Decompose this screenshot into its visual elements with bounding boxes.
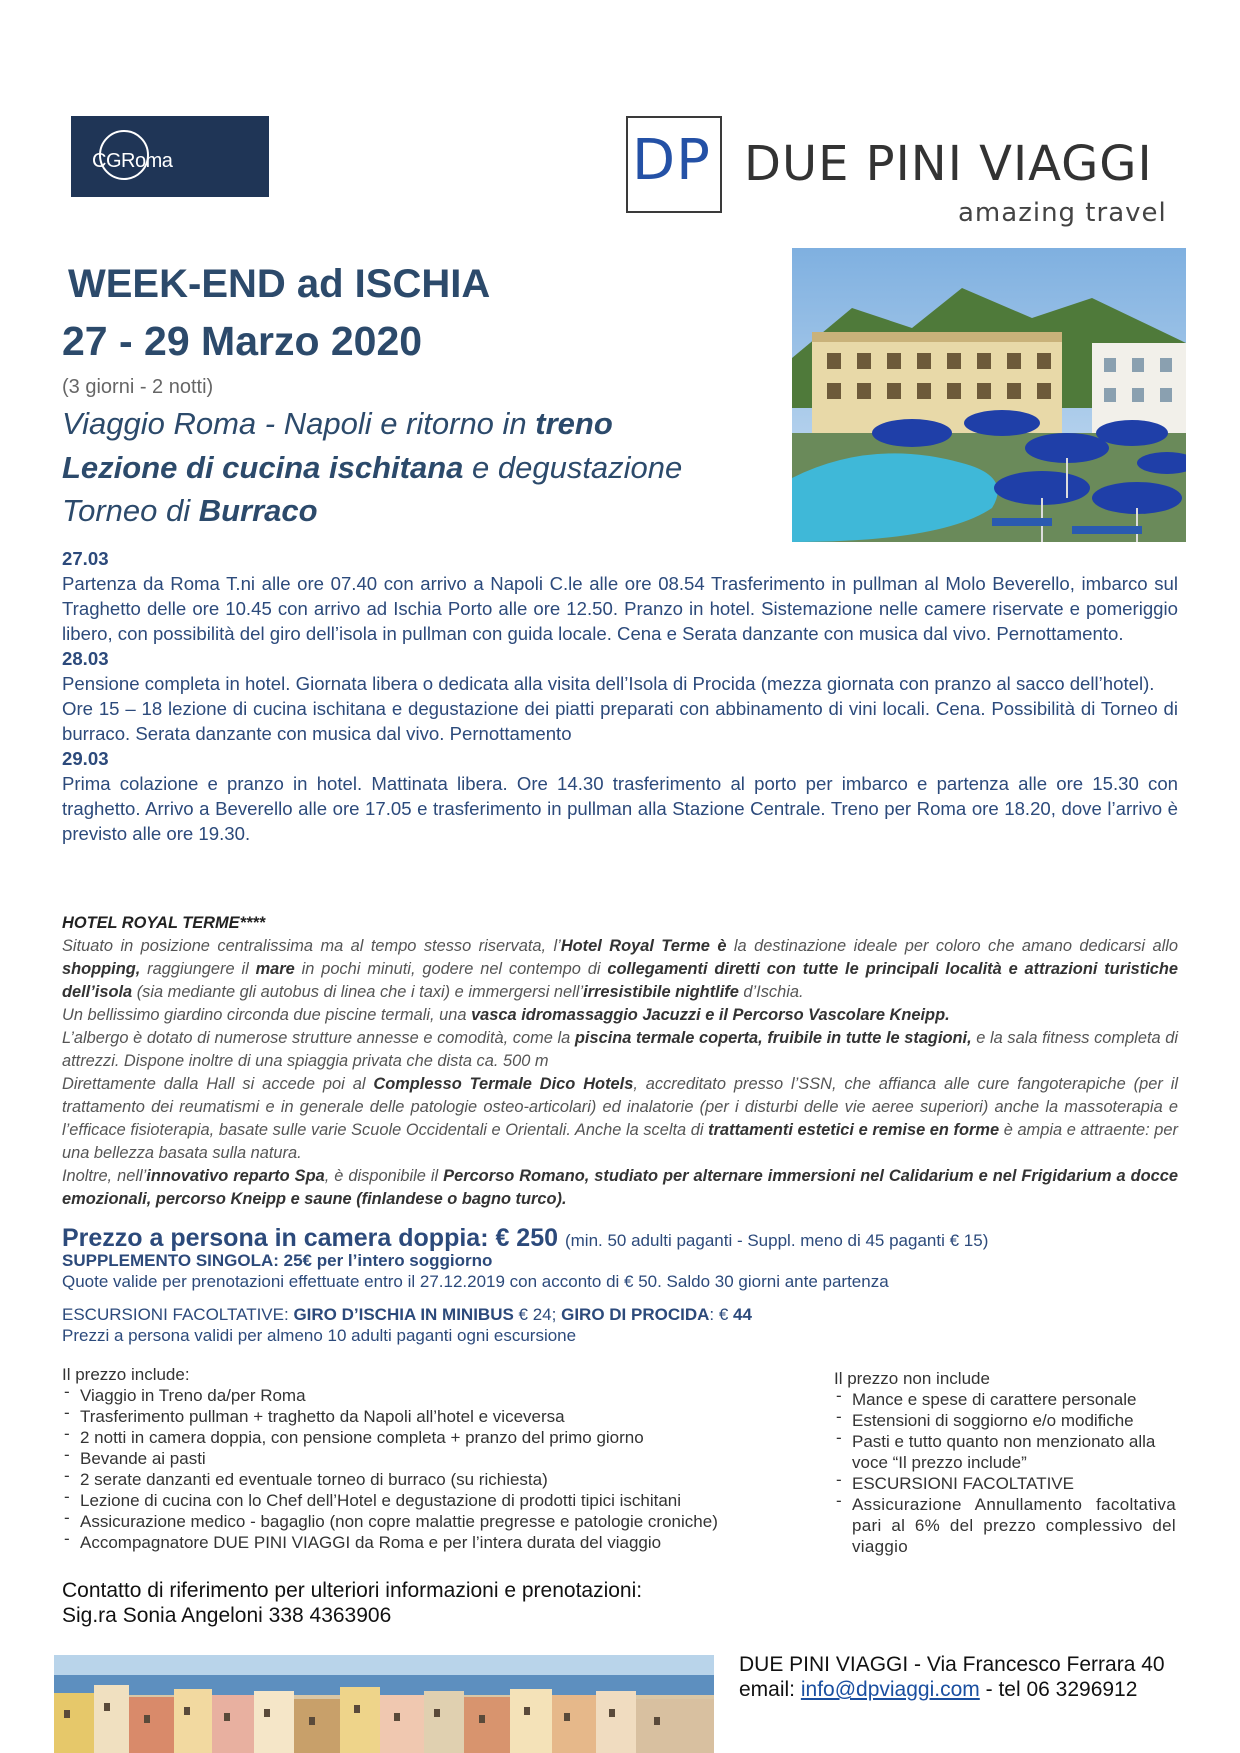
hotel-paragraph-5: Inoltre, nell’innovativo reparto Spa, è disponibile il Percorso Romano, studiato per alternare immersioni nel Calidarium e nel Frigidarium a docce emozionali, percorso Kneipp e saune (finlandese o bagno turco). (62, 1167, 1178, 1208)
hotel-paragraph-2: Un bellissimo giardino circonda due piscine termali, una vasca idromassaggio Jacuzzi e il Percorso Vascolare Kneipp. (62, 1006, 950, 1024)
hotel-description (62, 912, 1178, 1211)
price-validity: Quote valide per prenotazioni effettuate entro il 27.12.2019 con acconto di € 50. Saldo 30 giorni ante partenza (62, 1272, 889, 1291)
excludes-item: - Assicurazione Annullamento facoltativa pari al 6% del prezzo complessivo del viaggio (834, 1494, 1176, 1557)
excursions-note: Prezzi a persona validi per almeno 10 adulti paganti ogni escursione (62, 1326, 577, 1345)
itinerary-day-2-text-a: Pensione completa in hotel. Giornata libera o dedicata alla visita dell’Isola di Procida (mezza giornata con pranzo al sacco dell’hotel). (62, 673, 1155, 694)
price-excludes (834, 1368, 1176, 1557)
single-supplement: SUPPLEMENTO SINGOLA: 25€ per l’intero soggiorno (62, 1251, 493, 1270)
excludes-item: - ESCURSIONI FACOLTATIVE (834, 1473, 1176, 1494)
price-includes (62, 1364, 718, 1553)
page-title: WEEK-END ad ISCHIA (68, 262, 491, 306)
price-main: Prezzo a persona in camera doppia: € 250 (min. 50 adulti paganti - Suppl. meno di 45 paganti € 15) (62, 1224, 989, 1252)
includes-item: - 2 serate danzanti ed eventuale torneo di burraco (su richiesta) (62, 1469, 718, 1490)
hotel-paragraph-1: Situato in posizione centralissima ma al tempo stesso riservata, l’Hotel Royal Terme è la destinazione ideale per coloro che amano dedicarsi allo shopping, raggiungere il mare in pochi minuti, godere nel contempo di collegamenti diretti con tutte le principali località e attrazioni turistiche dell’isola (sia mediante gli autobus di linea che i taxi) e immergersi nell’irresistibile nightlife d’Ischia. (62, 937, 1178, 1001)
trip-dates: 27 - 29 Marzo 2020 (62, 318, 423, 364)
dp-logo-letters: DP (632, 128, 711, 193)
cgroma-logo-text: CGRoma (92, 150, 173, 172)
procida-photo (54, 1655, 714, 1753)
dp-logo-tagline: amazing travel (958, 198, 1167, 228)
email-link[interactable]: info@dpviaggi.com (800, 1678, 980, 1701)
includes-item: - Accompagnatore DUE PINI VIAGGI da Roma e per l’intera durata del viaggio (62, 1532, 718, 1553)
contact-line-1: Contatto di riferimento per ulteriori informazioni e prenotazioni: (62, 1579, 643, 1602)
hotel-photo (792, 248, 1186, 542)
excludes-title: Il prezzo non include (834, 1369, 990, 1388)
hotel-paragraph-3: L’albergo è dotato di numerose strutture annesse e comodità, come la piscina termale coperta, fruibile in tutte le stagioni, e la sala fitness completa di attrezzi. Dispone inoltre di una spiaggia privata che dista ca. 500 m (62, 1029, 1178, 1070)
excludes-item: - Pasti e tutto quanto non menzionato alla voce “Il prezzo include” (834, 1431, 1176, 1473)
itinerary-day-2-text-b: Ore 15 – 18 lezione di cucina ischitana e degustazione dei piatti preparati con abbinamento di vini locali. Cena. Possibilità di Torneo di burraco. Serata danzante con musica dal vivo. Pernottamento (62, 698, 1178, 744)
hotel-title: HOTEL ROYAL TERME**** (62, 914, 266, 932)
itinerary-day-1-label: 27.03 (62, 548, 109, 569)
itinerary-day-1-text: Partenza da Roma T.ni alle ore 07.40 con arrivo a Napoli C.le alle ore 08.54 Trasferimento in pullman al Molo Beverello, imbarco sul Traghetto delle ore 10.45 con arrivo ad Ischia Porto alle ore 12.50. Pranzo in hotel. Sistemazione nelle camere riservate e pomeriggio libero, con possibilità del giro dell’isola in pullman con guida locale. Cena e Serata danzante con musica dal vivo. Pernottamento. (62, 573, 1178, 644)
includes-title: Il prezzo include: (62, 1365, 190, 1384)
contact-line-2: Sig.ra Sonia Angeloni 338 4363906 (62, 1604, 392, 1627)
includes-item: - Lezione di cucina con lo Chef dell’Hotel e degustazione di prodotti tipici ischitani (62, 1490, 718, 1511)
subtitle-cooking: Lezione di cucina ischitana e degustazione (62, 450, 683, 485)
includes-item: - Assicurazione medico - bagaglio (non copre malattie pregresse e patologie croniche) (62, 1511, 718, 1532)
itinerary-day-3-text: Prima colazione e pranzo in hotel. Mattinata libera. Ore 14.30 trasferimento al porto per imbarco e partenza alle ore 15.30 con traghetto. Arrivo a Beverello alle ore 17.05 e trasferimento in pullman alla Stazione Centrale. Treno per Roma ore 18.20, dove l’arrivo è previsto alle ore 19.30. (62, 773, 1178, 844)
dp-logo-name: DUE PINI VIAGGI (744, 136, 1153, 192)
includes-item: - Viaggio in Treno da/per Roma (62, 1385, 718, 1406)
hotel-paragraph-4: Direttamente dalla Hall si accede poi al Complesso Termale Dico Hotels, accreditato presso l’SSN, che affianca alle cure fangoterapiche (per il trattamento dei reumatismi e in generale delle patologie osteo-articolari) ed inalatorie (per i disturbi delle vie aeree superiori) anche la massoterapia e l’efficace fisioterapia, basate sulle varie Scuole Occidentali e Orientali. Anche la scelta di trattamenti estetici e remise en forme è ampia e attraente: per una bellezza basata sulla natura. (62, 1075, 1178, 1162)
subtitle-burraco: Torneo di Burraco (62, 493, 318, 528)
optional-excursions: ESCURSIONI FACOLTATIVE: GIRO D’ISCHIA IN MINIBUS € 24; GIRO DI PROCIDA: € 44 (62, 1305, 752, 1324)
includes-item: - Trasferimento pullman + traghetto da Napoli all’hotel e viceversa (62, 1406, 718, 1427)
trip-duration: (3 giorni - 2 notti) (62, 376, 214, 398)
footer-contacts: email: info@dpviaggi.com - tel 06 3296912 (739, 1678, 1138, 1701)
footer-address-block (739, 1652, 1165, 1702)
itinerary (62, 546, 1178, 846)
footer-address: DUE PINI VIAGGI - Via Francesco Ferrara 40 (739, 1653, 1165, 1676)
includes-item: - 2 notti in camera doppia, con pensione completa + pranzo del primo giorno (62, 1427, 718, 1448)
itinerary-day-2-label: 28.03 (62, 648, 109, 669)
excludes-item: - Mance e spese di carattere personale (834, 1389, 1176, 1410)
includes-item: - Bevande ai pasti (62, 1448, 718, 1469)
excludes-item: - Estensioni di soggiorno e/o modifiche (834, 1410, 1176, 1431)
itinerary-day-3-label: 29.03 (62, 748, 109, 769)
subtitle-train: Viaggio Roma - Napoli e ritorno in treno (62, 406, 613, 441)
contact-info (62, 1578, 642, 1628)
